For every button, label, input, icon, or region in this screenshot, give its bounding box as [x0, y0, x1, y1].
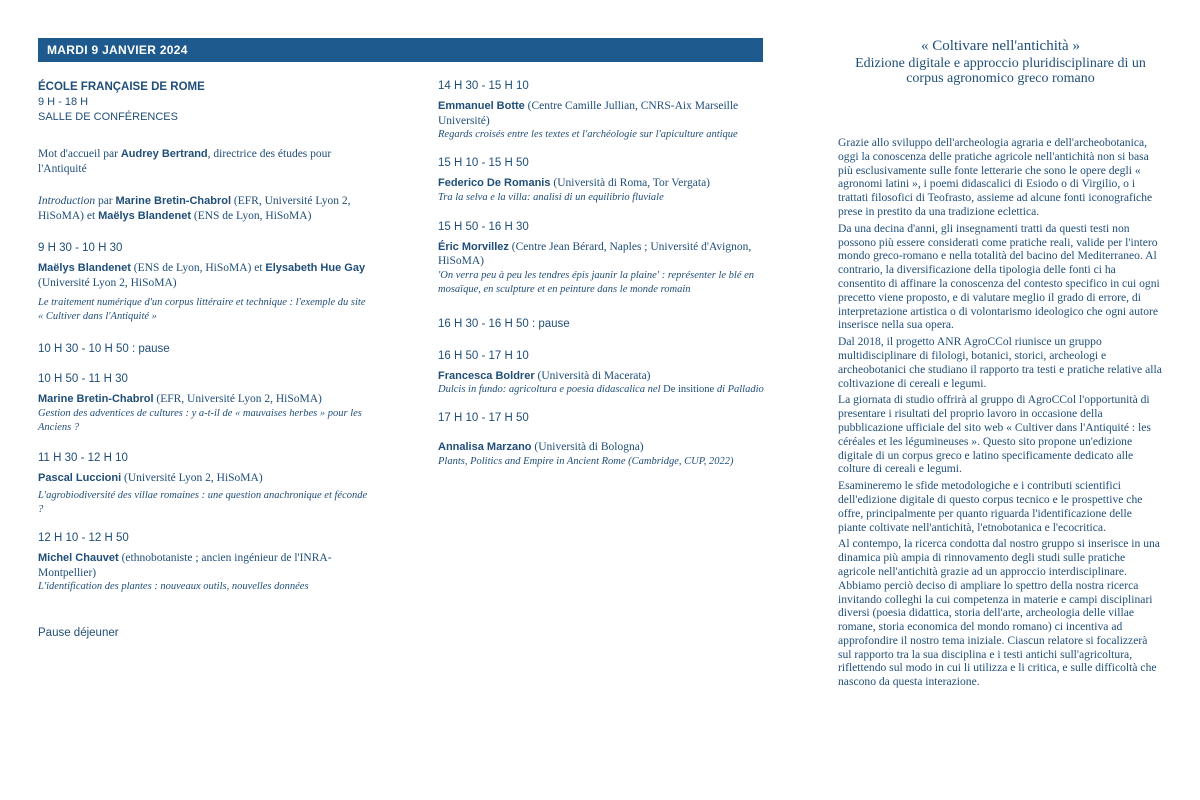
session-time: 16 H 50 - 17 H 10	[438, 349, 529, 362]
morning-program	[38, 80, 368, 646]
session-9	[438, 411, 768, 469]
session-time: 9 H 30 - 10 H 30	[38, 242, 123, 254]
session-7	[438, 220, 768, 297]
session-4	[38, 531, 368, 594]
afternoon-program	[438, 79, 768, 469]
session-title: L'identification des plantes : nouveaux outils, nouvelles données	[38, 581, 309, 592]
session-time: 10 H 50 - 11 H 30	[38, 373, 128, 385]
session-time: 15 H 50 - 16 H 30	[438, 220, 529, 233]
session-time: 12 H 10 - 12 H 50	[38, 532, 129, 544]
paragraph: La giornata di studio offrirà al gruppo di AgroCCol l'opportunità di presentare i risultati del proprio lavoro in occasione della pubblicazione ufficiale del sito web « Cultiver dans l'Antiquité : les céréales et les légumineuses ». Questo sito propone un'edizione digitale di un corpus greco e latino specificamente dedicato alle colture di cereali e legumi.	[838, 393, 1151, 476]
body-text	[838, 136, 1163, 689]
paragraph: Al contempo, la ricerca condotta dal nostro gruppo si inserisce in una dinamica più ampia di rinnovamento degli studi sulle pratiche agricole nell'antichità grazie ad un approccio interdisciplinare. Abbiamo perciò deciso di ampliare lo spettro della nostra ricerca invitando colleghi la cui competenza in materie e campi disciplinari diversi (poesia didattica, storia dell'arte, archeologia delle villae romane, storia economica del mondo romano) ci incentiva ad approfondire il nostro tema iniziale. Ciascun relatore si focalizzerà sul rapporto tra la sua disciplina e i testi antichi sull'agricoltura, riflettendo sul modo in cui li utilizza e li critica, e sulle difficoltà che nascono da questa interazione.	[838, 537, 1160, 689]
session-title: L'agrobiodiversité des villae romaines : une question anachronique et féconde ?	[38, 490, 368, 515]
session-time: 15 H 10 - 15 H 50	[438, 157, 529, 169]
session-8	[438, 349, 768, 398]
session-speaker: Francesca Boldrer (Università di Macerata)	[438, 369, 651, 382]
session-speaker: Annalisa Marzano (Università di Bologna)	[438, 441, 644, 453]
paragraph: Dal 2018, il progetto ANR AgroCCol riunisce un gruppo multidisciplinare di filologi, botanici, storici, archeologi e archeobotanici che studiano il rapporto tra testi e pratiche relative alla coltivazione di cereali e legumi.	[838, 335, 1162, 390]
presentation-text	[838, 38, 1163, 689]
venue-hours: 9 H - 18 H	[38, 96, 89, 108]
venue-room: SALLE DE CONFÉRENCES	[38, 111, 178, 123]
lunch-break: Pause déjeuner	[38, 627, 119, 639]
paragraph: Da una decina d'anni, gli insegnamenti tratti da questi testi non possono più essere considerati come pratiche reali, valide per l'intero mondo greco-romano e nella totalità del bacino del Mediterraneo. Al contrario, la diversificazione della tipologia delle fonti ci ha consentito di affinare la conoscenza del contesto specifico in cui ogni precetto viene proposto, e di valutare meglio il grado di errore, di interpretazione artistica o di volontarismo ideologico che ogni autore inserisce nella sua opera.	[838, 221, 1160, 332]
morning-pause: 10 H 30 - 10 H 50 : pause	[38, 343, 170, 355]
session-title: Regards croisés entre les textes et l'archéologie sur l'apiculture antique	[438, 129, 738, 140]
session-1	[38, 241, 368, 324]
session-title: Tra la selva e la villa: analisi di un equilibrio fluviale	[438, 191, 664, 203]
session-speaker: Marine Bretin-Chabrol (EFR, Université Lyon 2, HiSoMA)	[38, 393, 322, 405]
introduction-text: Introduction par Marine Bretin-Chabrol (EFR, Université Lyon 2, HiSoMA) et Maëlys Blandenet (ENS de Lyon, HiSoMA)	[38, 195, 351, 222]
session-speaker: Éric Morvillez (Centre Jean Bérard, Naples ; Université d'Avignon, HiSoMA)	[438, 240, 752, 267]
session-title: Plants, Politics and Empire in Ancient Rome (Cambridge, CUP, 2022)	[438, 455, 734, 467]
session-5	[438, 79, 768, 142]
session-speaker: Emmanuel Botte (Centre Camille Jullian, CNRS-Aix Marseille Université)	[438, 100, 739, 127]
session-3	[38, 451, 368, 518]
session-time: 14 H 30 - 15 H 10	[438, 80, 529, 92]
date-banner: MARDI 9 JANVIER 2024	[38, 38, 763, 62]
session-title: Le traitement numérique d'un corpus littéraire et technique : l'exemple du site « Cultiver dans l'Antiquité »	[38, 297, 366, 322]
presentation-title: « Coltivare nell'antichità »	[921, 38, 1080, 54]
session-title: Gestion des adventices de cultures : y a-t-il de « mauvaises herbes » pour les Anciens ?	[38, 407, 362, 433]
paragraph: Esamineremo le sfide metodologiche e i contributi scientifici dell'edizione digitale di questo corpus tecnico e le prospettive che offre, principalmente per quanto riguarda l'identificazione delle piante coltivate nell'antichità, l'etnobotanica e l'ecocritica.	[838, 479, 1143, 534]
session-speaker: Federico De Romanis (Università di Roma, Tor Vergata)	[438, 177, 711, 189]
presentation-subtitle: Edizione digitale e approccio pluridisciplinare di un corpus agronomico greco romano	[855, 56, 1146, 86]
session-2	[38, 372, 368, 435]
afternoon-pause: 16 H 30 - 16 H 50 : pause	[438, 317, 570, 330]
session-title: 'On verra peu à peu les tendres épis jaunir la plaine' : représenter le blé en mosaïque, en sculpture et en peinture dans le monde romain	[438, 269, 755, 295]
session-time: 17 H 10 - 17 H 50	[438, 412, 529, 424]
session-speaker: Michel Chauvet (ethnobotaniste ; ancien ingénieur de l'INRA-Montpellier)	[38, 552, 332, 579]
welcome-text: Mot d'accueil par Audrey Bertrand, directrice des études pour l'Antiquité	[38, 148, 332, 175]
paragraph: Grazie allo sviluppo dell'archeologia agraria e dell'archeobotanica, oggi la conoscenza delle pratiche agricole nell'antichità non si basa più esclusivamente sulle fonte letterarie che sono le opere degli « agronomi latini », i poemi didascalici di Esiodo o di Virgilio, o i trattati filosofici di Teofrasto, assieme ad alcune fonti iconografiche prese in prestito da una tradizione eclettica.	[838, 136, 1153, 218]
session-6	[438, 156, 768, 205]
session-title: Dulcis in fundo: agricoltura e poesia didascalica nel De insitione di Palladio	[438, 384, 764, 395]
session-speaker: Maëlys Blandenet (ENS de Lyon, HiSoMA) et Elysabeth Hue Gay (Université Lyon 2, HiSoMA)	[38, 262, 366, 289]
session-speaker: Pascal Luccioni (Université Lyon 2, HiSoMA)	[38, 471, 263, 484]
session-time: 11 H 30 - 12 H 10	[38, 451, 128, 464]
venue-name: ÉCOLE FRANÇAISE DE ROME	[38, 81, 205, 93]
